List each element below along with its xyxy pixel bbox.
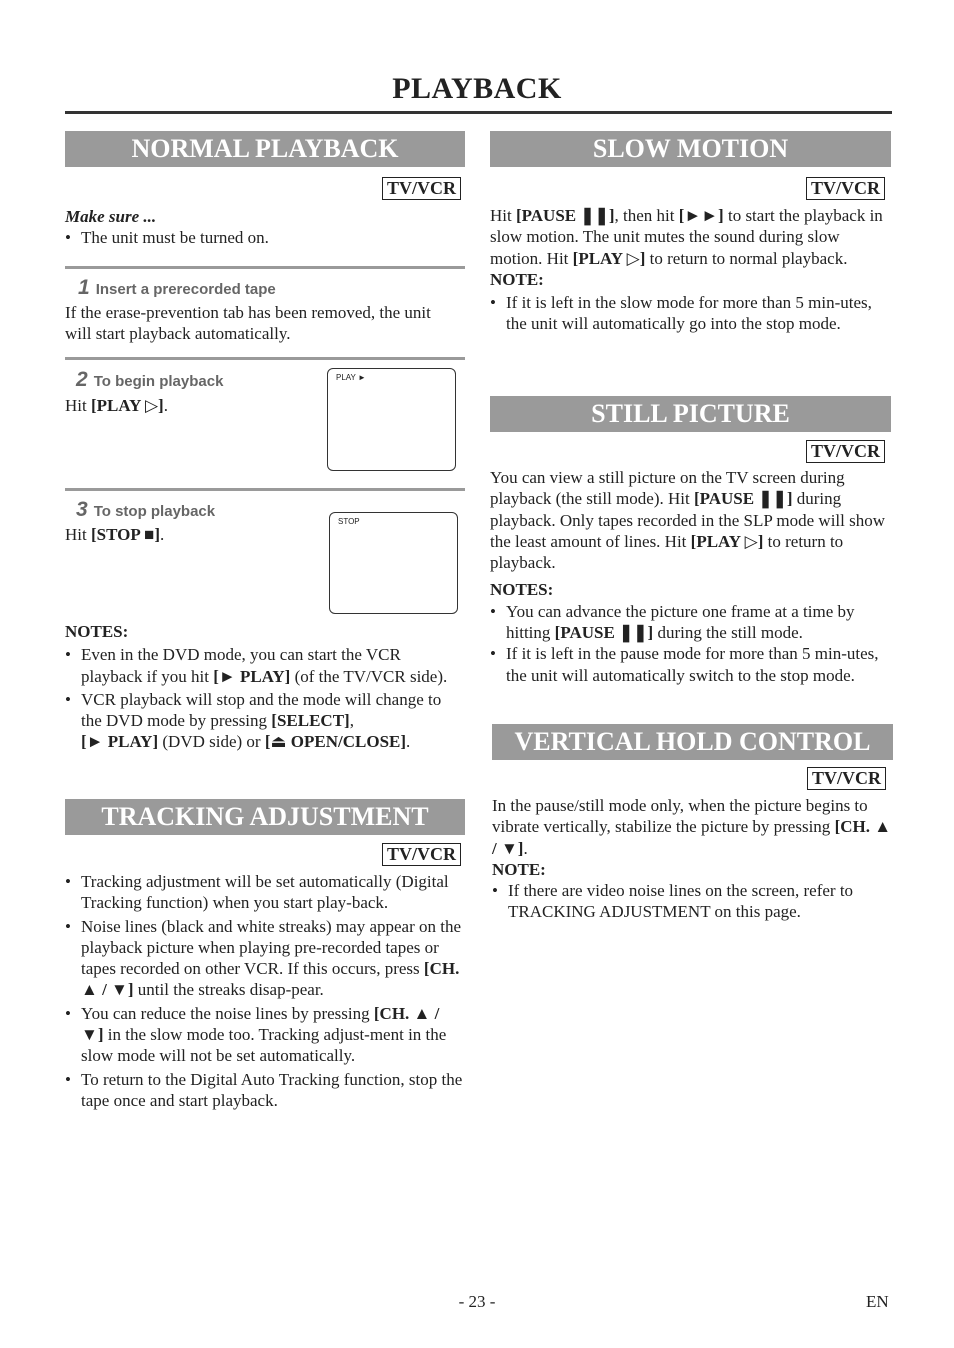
step-2-label: 2 To begin playback (76, 368, 224, 391)
slow-motion-text: Hit [PAUSE ❚❚], then hit [►►] to start the playback in slow motion. The unit mutes the sound during slow motion. Hit [PLAY ▷] to return to normal playback. (490, 206, 883, 268)
list-item: • Tracking adjustment will be set automatically (Digital Tracking function) when you start play-back. (65, 871, 465, 914)
step-rule (65, 266, 465, 269)
title-rule (65, 111, 892, 114)
language-code: EN (866, 1292, 889, 1311)
step-1-label: 1 Insert a prerecorded tape (78, 276, 276, 299)
screen-stop-label: STOP (338, 517, 360, 526)
still-picture-body (490, 467, 890, 686)
tv-vcr-tag: TV/VCR (806, 177, 885, 200)
normal-playback-notes (65, 621, 465, 753)
tracking-list (65, 871, 465, 1111)
slow-motion-body (490, 205, 890, 335)
step-rule (65, 357, 465, 360)
tv-vcr-tag: TV/VCR (807, 767, 886, 790)
step-rule (65, 488, 465, 491)
page-number: - 23 - (458, 1292, 496, 1311)
note-item: • You can advance the picture one frame at a time by hitting [PAUSE ❚❚] during the still mode. (490, 601, 890, 644)
list-item: • To return to the Digital Auto Tracking function, stop the tape once and start playback. (65, 1069, 465, 1112)
tv-screen-play (327, 368, 456, 471)
note-item: • If there are video noise lines on the screen, refer to TRACKING ADJUSTMENT on this page. (492, 880, 892, 923)
tracking-adjustment-heading: TRACKING ADJUSTMENT (65, 799, 465, 835)
notes-heading: NOTES: (65, 622, 129, 641)
make-sure-block (65, 206, 465, 249)
step-2-text: Hit [PLAY ▷]. (65, 396, 168, 415)
vertical-hold-text: In the pause/still mode only, when the picture begins to vibrate vertically, stabilize the picture by pressing [CH. ▲ / ▼]. (492, 796, 892, 858)
slow-motion-heading: SLOW MOTION (490, 131, 891, 167)
note-heading: NOTE: (490, 269, 544, 289)
make-sure-label: Make sure ... (65, 207, 157, 226)
tv-screen-stop (329, 512, 458, 614)
normal-playback-heading: NORMAL PLAYBACK (65, 131, 465, 167)
still-picture-text: You can view a still picture on the TV screen during playback (the still mode). Hit [PAUSE ❚❚] during playback. Only tapes recorded in the SLP mode will show the least amount of lines. Hit [PLAY ▷] to return to playback. (490, 468, 886, 573)
vertical-hold-body (492, 795, 892, 923)
tv-vcr-tag: TV/VCR (382, 177, 461, 200)
notes-heading: NOTES: (490, 580, 554, 600)
step-3-text: Hit [STOP ■]. (65, 525, 165, 544)
page-title: PLAYBACK (392, 72, 562, 105)
note-item: • Even in the DVD mode, you can start the VCR playback if you hit [► PLAY] (of the TV/VCR side). (65, 644, 465, 687)
vertical-hold-heading: VERTICAL HOLD CONTROL (492, 724, 893, 760)
step-1-text: If the erase-prevention tab has been removed, the unit will start playback automatically. (65, 303, 431, 344)
list-item: • You can reduce the noise lines by pressing [CH. ▲ / ▼] in the slow mode too. Tracking adjust-ment in the slow mode will not be set automatically. (65, 1003, 465, 1067)
step-3-label: 3 To stop playback (76, 498, 216, 521)
tv-vcr-tag: TV/VCR (806, 440, 885, 463)
make-sure-item: • The unit must be turned on. (65, 227, 465, 248)
still-picture-heading: STILL PICTURE (490, 396, 891, 432)
tv-vcr-tag: TV/VCR (382, 843, 461, 866)
note-heading: NOTE: (492, 859, 546, 879)
note-item: • VCR playback will stop and the mode will change to the DVD mode by pressing [SELECT], [► PLAY] (DVD side) or [⏏ OPEN/CLOSE]. (65, 689, 465, 753)
note-item: • If it is left in the pause mode for more than 5 min-utes, the unit will automatically switch to the stop mode. (490, 643, 890, 686)
note-item: • If it is left in the slow mode for more than 5 min-utes, the unit will automatically go into the stop mode. (490, 292, 890, 335)
list-item: • Noise lines (black and white streaks) may appear on the playback picture when playing pre-recorded tapes or tapes recorded on other VCR. If this occurs, press [CH. ▲ / ▼] until the streaks disap-pear. (65, 916, 465, 1001)
screen-play-label: PLAY ► (336, 373, 366, 382)
